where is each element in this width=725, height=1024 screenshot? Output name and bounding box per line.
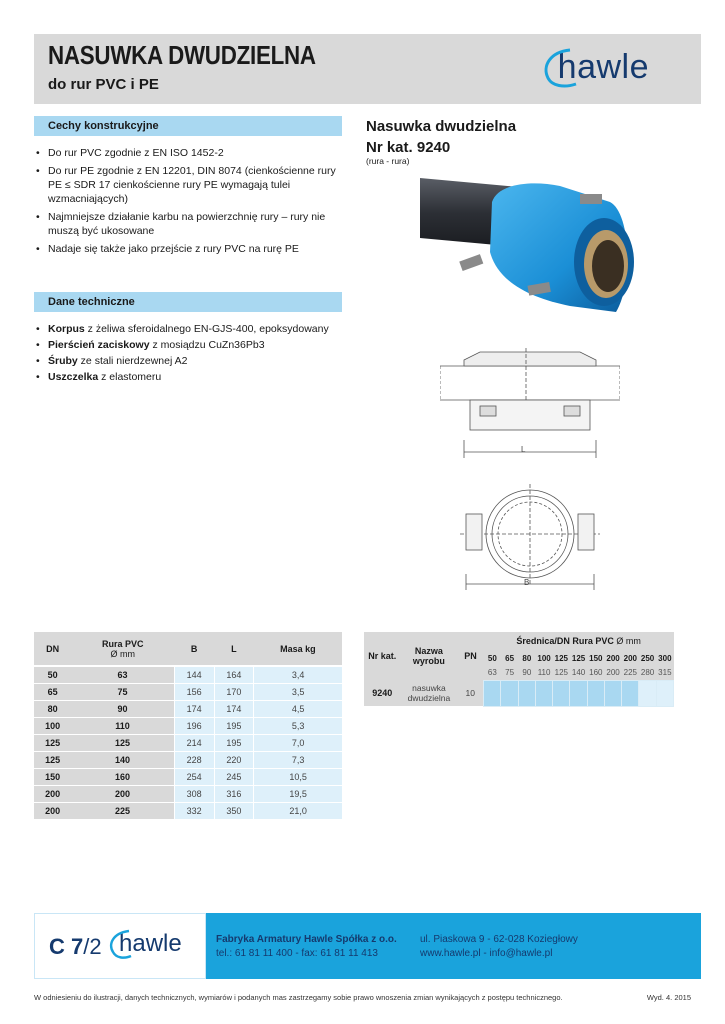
list-item: • Pierścień zaciskowy z mosiądzu CuZn36Pb3 [36,338,346,352]
product-title [366,116,516,158]
size-od-header: 160 [589,668,603,678]
table-row [34,785,342,802]
size-od-header: 125 [554,668,568,678]
size-dn-header: 125 [571,653,586,663]
dimension-label-l: L [521,445,526,454]
logo-swoosh-icon [540,46,580,90]
table-header-row [34,632,342,666]
page-subtitle: do rur PVC i PE [48,76,159,93]
col-header-dn: DN [34,632,71,666]
table-cell: 19,5 [254,785,342,802]
disclaimer: W odniesieniu do ilustracji, danych technicznych, wymiarów i podanych mas zastrzegamy sobie prawo wnoszenia zmian wynikających z postępu technicznego. [34,993,563,1002]
cell-nr-kat: 9240 [364,680,401,706]
table-row [34,666,342,683]
availability-cell [587,680,604,706]
table-cell: 332 [174,802,214,819]
table-cell: 144 [174,666,214,683]
cell-pn: 10 [457,680,483,706]
table-cell: 7,0 [254,734,342,751]
availability-cell [535,680,552,706]
cell-nazwa: nasuwka dwudzielna [401,680,458,706]
table-cell: 254 [174,768,214,785]
availability-cell [484,680,501,706]
page-number: C 7/2 [49,934,102,959]
list-item: • Nadaje się także jako przejście z rury PVC na rurę PE [36,242,346,256]
size-od-header: 315 [658,668,672,678]
footer-page-box [34,913,206,979]
list-item: • Korpus z żeliwa sferoidalnego EN-GJS-400, epoksydowany [36,322,346,336]
table-cell: 5,3 [254,717,342,734]
size-dn-header: 65 [505,653,515,663]
catalog-table [364,632,674,707]
hawle-logo [558,48,649,87]
availability-cell [501,680,518,706]
technical-heading: Dane techniczne [34,292,342,312]
availability-cell [553,680,570,706]
size-dn-header: 200 [606,653,620,663]
page-title: NASUWKA DWUDZIELNA [48,40,316,70]
list-item: • Uszczelka z elastomeru [36,370,346,384]
table-cell: 65 [34,683,71,700]
size-dn-header: 250 [640,653,655,663]
dimensions-table [34,632,342,820]
table-cell: 125 [34,734,71,751]
table-cell: 75 [71,683,174,700]
table-row [34,768,342,785]
size-od-header: 75 [505,668,515,678]
table-row [34,802,342,819]
table-cell: 308 [174,785,214,802]
product-photo [420,172,650,332]
table-cell: 174 [174,700,214,717]
size-dn-header: 200 [623,653,637,663]
size-od-header: 140 [571,668,586,678]
table-cell: 200 [34,785,71,802]
page-footer [34,913,701,979]
list-item: • Do rur PE zgodnie z EN 12201, DIN 8074 (cienkościenne rury PE ≤ SDR 17 cienkościenne rury PE wymagają tulei wzmacniających) [36,164,346,206]
col-header-srednica: Średnica/DN Rura PVC Ø mm [484,632,674,650]
table-cell: 125 [34,751,71,768]
table-cell: 140 [71,751,174,768]
product-note: (rura - rura) [366,156,410,166]
page-header [34,34,701,104]
table-cell: 228 [174,751,214,768]
table-cell: 4,5 [254,700,342,717]
size-dn-header: 150 [589,653,603,663]
list-item: • Do rur PVC zgodnie z EN ISO 1452-2 [36,146,346,160]
product-name: Nasuwka dwudzielna [366,118,517,135]
table-cell: 196 [174,717,214,734]
size-od-header: 280 [640,668,655,678]
table-cell: 156 [174,683,214,700]
availability-cell [656,680,673,706]
table-cell: 164 [214,666,254,683]
size-od-header: 200 [606,668,620,678]
availability-cell [639,680,656,706]
table-cell: 150 [34,768,71,785]
availability-cell [622,680,639,706]
table-row [34,683,342,700]
edition: Wyd. 4. 2015 [646,993,691,1002]
table-cell: 200 [34,802,71,819]
table-cell: 63 [71,666,174,683]
size-dn-header: 80 [522,653,532,663]
size-od-header: 110 [537,668,551,678]
size-dn-header: 50 [487,653,497,663]
logo-swoosh-icon [107,928,133,960]
table-cell: 195 [214,734,254,751]
table-cell: 50 [34,666,71,683]
size-dn-header: 300 [658,653,672,663]
availability-cell [570,680,587,706]
features-list [36,146,346,260]
size-od-header: 63 [487,668,497,678]
technical-list [36,322,346,386]
table-row [34,734,342,751]
logo-text: hawle [557,48,649,86]
table-cell: 21,0 [254,802,342,819]
list-item: • Śruby ze stali nierdzewnej A2 [36,354,346,368]
table-cell: 220 [214,751,254,768]
table-cell: 174 [214,700,254,717]
table-cell: 225 [71,802,174,819]
footer-company: Fabryka Armatury Hawle Spółka z o.o. tel.: 61 81 11 400 - fax: 61 81 11 413 [216,934,397,959]
table-cell: 80 [34,700,71,717]
table-cell: 214 [174,734,214,751]
front-view-drawing [460,484,600,594]
table-cell: 3,5 [254,683,342,700]
table-cell: 245 [214,768,254,785]
size-dn-header: 125 [554,653,568,663]
col-header-nazwa: Nazwa wyrobu [401,632,458,680]
availability-cell [518,680,535,706]
dimension-label-b: B [524,578,530,587]
table-row [34,751,342,768]
table-cell: 3,4 [254,666,342,683]
table-cell: 110 [71,717,174,734]
col-header-rura: Rura PVC Ø mm [71,632,174,666]
table-cell: 90 [71,700,174,717]
table-cell: 195 [214,717,254,734]
table-cell: 100 [34,717,71,734]
footer-address: ul. Piaskowa 9 - 62-028 Koziegłowy www.hawle.pl - info@hawle.pl [420,934,578,959]
col-header-pn: PN [457,632,483,680]
table-cell: 350 [214,802,254,819]
table-cell: 7,3 [254,751,342,768]
col-header-nr-kat: Nr kat. [364,632,401,680]
table-cell: 125 [71,734,174,751]
size-dn-header: 100 [537,653,551,663]
col-header-l: L [214,632,254,666]
size-od-header: 225 [623,668,637,678]
table-cell: 10,5 [254,768,342,785]
col-header-masa: Masa kg [254,632,342,666]
side-view-drawing [440,340,620,460]
product-catalog-number: Nr kat. 9240 [366,139,451,156]
table-row [34,700,342,717]
col-header-b: B [174,632,214,666]
table-cell: 316 [214,785,254,802]
size-od-header: 90 [522,668,532,678]
table-row [34,717,342,734]
table-cell: 160 [71,768,174,785]
list-item: • Najmniejsze działanie karbu na powierzchnię rury – rury nie muszą być ukosowane [36,210,346,238]
footer-hawle-logo: hawle [119,930,182,958]
features-heading: Cechy konstrukcyjne [34,116,342,136]
table-cell: 170 [214,683,254,700]
table-cell: 200 [71,785,174,802]
availability-cell [604,680,621,706]
